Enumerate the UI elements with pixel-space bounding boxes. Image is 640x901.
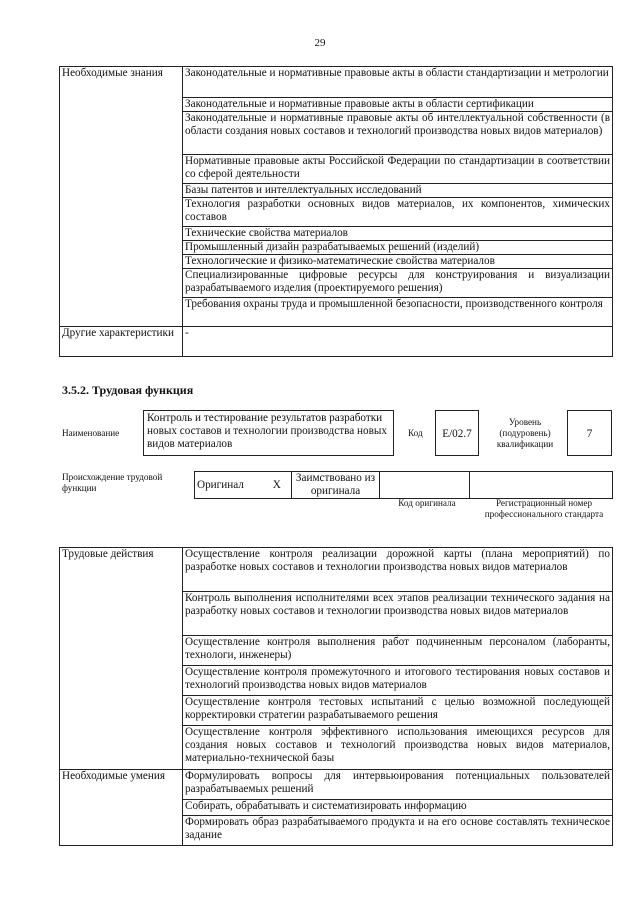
code-original-cell (380, 472, 470, 499)
name-label: Наименование (62, 428, 120, 438)
action-item: Осуществление контроля тестовых испытаний с целью возможной последующей корректировки стратегии разрабатываемого решения (183, 696, 613, 726)
reg-number-cell (470, 472, 613, 499)
skills-label: Необходимые умения (60, 770, 183, 846)
level-box (567, 410, 612, 456)
skill-item: Формировать образ разрабатываемого продукта и на его основе составлять техническое задание (183, 816, 613, 846)
action-item: Осуществление контроля выполнения работ подчиненным персоналом (лаборанты, технологи, инженеры) (183, 636, 613, 666)
knowledge-item: Законодательные и нормативные правовые акты об интеллектуальной собственности (в области создания новых составов и технологий производства новых видов материалов) (183, 112, 613, 155)
knowledge-item: Промышленный дизайн разрабатываемых решений (изделий) (183, 241, 613, 255)
code-original-label: Код оригинала (398, 498, 456, 508)
other-label: Другие характеристики (60, 327, 183, 357)
knowledge-item: Требования охраны труда и промышленной безопасности, производственного контроля (183, 298, 613, 327)
knowledge-label: Необходимые знания (60, 67, 183, 327)
reg-number-label: Регистрационный номер профессионального стандарта (484, 498, 604, 519)
section-heading: 3.5.2. Трудовая функция (62, 383, 194, 397)
knowledge-item: Специализированные цифровые ресурсы для конструирования и визуализации разрабатываемого изделия (проектируемого решения) (183, 269, 613, 298)
other-value: - (183, 327, 613, 357)
function-name-box (143, 410, 394, 456)
code-value: E/02.7 (442, 428, 472, 440)
knowledge-item: Базы патентов и интеллектуальных исследований (183, 184, 613, 198)
knowledge-item: Законодательные и нормативные правовые акты в области стандартизации и метрологии (183, 67, 613, 98)
page-number: 29 (314, 37, 326, 49)
actions-table (59, 547, 613, 846)
action-item: Осуществление контроля реализации дорожной карты (плана мероприятий) по разработке новых составов и технологии производства новых видов материалов (183, 548, 613, 592)
original-mark: X (263, 472, 292, 499)
actions-label: Трудовые действия (60, 548, 183, 770)
origin-label: Происхождение трудовой функции (62, 472, 163, 493)
knowledge-item: Технологические и физико-математические свойства материалов (183, 255, 613, 269)
knowledge-item: Технические свойства материалов (183, 227, 613, 241)
knowledge-item: Законодательные и нормативные правовые акты в области сертификации (183, 98, 613, 112)
knowledge-item: Технология разработки основных видов материалов, их компонентов, химических составов (183, 198, 613, 227)
code-box (435, 410, 479, 456)
level-value: 7 (586, 428, 593, 440)
skill-item: Собирать, обрабатывать и систематизировать информацию (183, 800, 613, 816)
action-item: Контроль выполнения исполнителями всех этапов реализации технического задания на разработку новых составов и технологии производства новых видов материалов (183, 592, 613, 636)
code-label: Код (408, 428, 423, 438)
action-item: Осуществление контроля промежуточного и итогового тестирования новых составов и технологий производства новых видов материалов (183, 666, 613, 696)
skill-item: Формулировать вопросы для интервьюирования потенциальных пользователей разрабатываемых решений (183, 770, 613, 800)
original-label: Оригинал (195, 472, 263, 499)
function-name: Контроль и тестирование результатов разработки новых составов и технологии производства новых видов материалов (147, 412, 387, 450)
borrowed-label: Заимствовано из оригинала (292, 472, 380, 499)
origin-table (194, 471, 613, 499)
action-item: Осуществление контроля эффективного использования имеющихся ресурсов для создания новых составов и технологий производства новых видов материалов, материально-технической базы (183, 726, 613, 770)
knowledge-item: Нормативные правовые акты Российской Федерации по стандартизации в соответствии со сферой деятельности (183, 155, 613, 184)
knowledge-table (59, 66, 613, 357)
level-label: Уровень (подуровень) квалификации (496, 417, 554, 449)
